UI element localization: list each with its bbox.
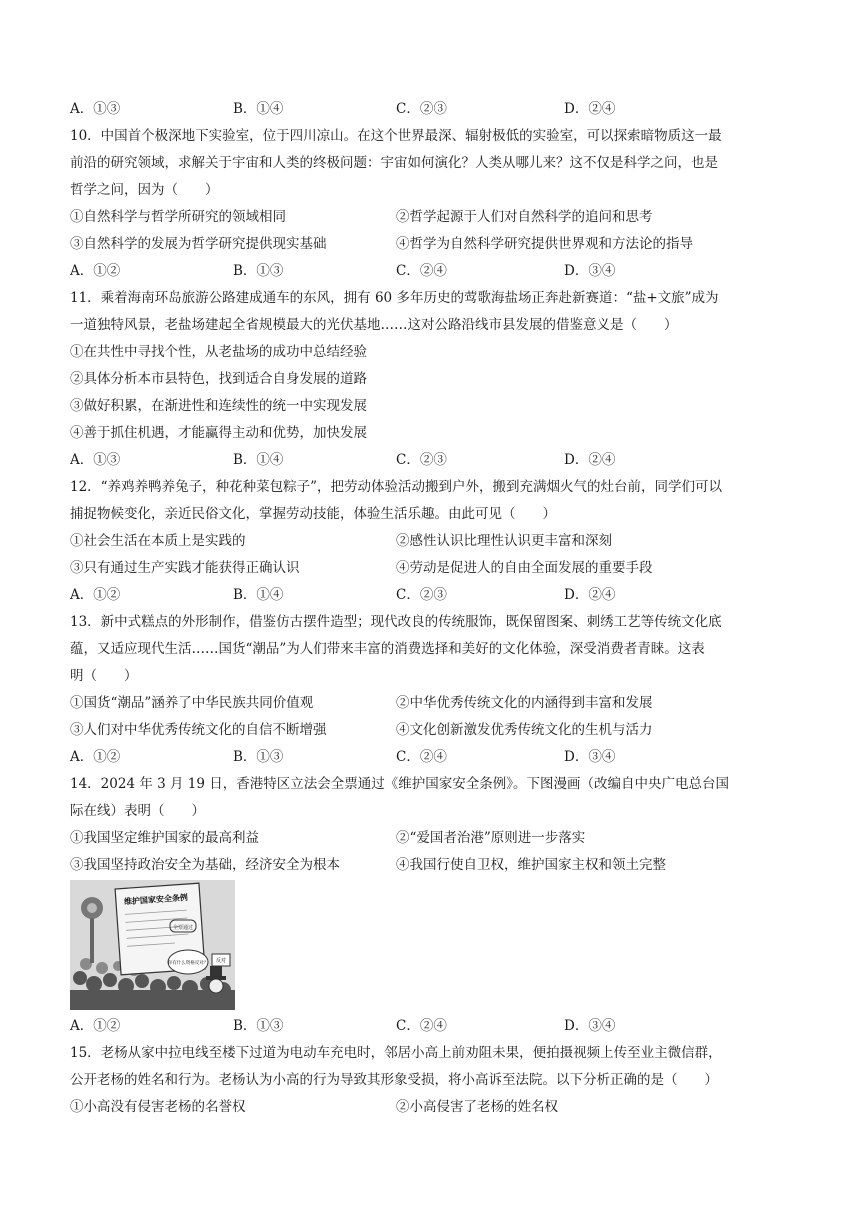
- option-c[interactable]: C．②③: [396, 452, 447, 468]
- option-b[interactable]: B．①③: [233, 263, 284, 279]
- q10-stem-line-3: 哲学之问，因为（ ）: [70, 182, 219, 198]
- option-b[interactable]: B．①④: [233, 587, 284, 603]
- option-d[interactable]: D．③④: [564, 263, 616, 279]
- q13-item-3: ③人们对中华优秀传统文化的自信不断增强: [70, 722, 327, 738]
- q14-item-1: ①我国坚定维护国家的最高利益: [70, 830, 259, 846]
- q12-item-2: ②感性认识比理性认识更丰富和深刻: [396, 533, 612, 549]
- q14-options: [70, 1016, 790, 1036]
- q12-item-3: ③只有通过生产实践才能获得正确认识: [70, 560, 300, 576]
- approval-stamp-text: 全票通过: [172, 925, 194, 931]
- option-c[interactable]: C．②④: [396, 263, 447, 279]
- option-a[interactable]: A．①③: [70, 452, 121, 468]
- q15-stem-line-1: 15．老杨从家中拉电线至楼下过道为电动车充电时，邻居小高上前劝阻未果，便拍摄视频上传至业主微信群，: [70, 1045, 722, 1061]
- option-b[interactable]: B．①④: [233, 452, 284, 468]
- q15-item-2: ②小高侵害了老杨的姓名权: [396, 1099, 558, 1115]
- q10-items-row-1: [70, 207, 790, 227]
- option-a[interactable]: A．①②: [70, 749, 121, 765]
- q11-item-3: ③做好积累，在渐进性和连续性的统一中实现发展: [70, 398, 367, 414]
- q12-item-4: ④劳动是促进人的自由全面发展的重要手段: [396, 560, 653, 576]
- q15-items-row-1: [70, 1097, 790, 1117]
- option-b[interactable]: B．①③: [233, 749, 284, 765]
- svg-text:你有什么资格反对？: 你有什么资格反对？: [167, 961, 209, 966]
- q11-item-1: ①在共性中寻找个性，从老盐场的成功中总结经验: [70, 344, 367, 360]
- q14-item-4: ④我国行使自卫权，维护国家主权和领土完整: [396, 857, 666, 873]
- q10-item-1: ①自然科学与哲学所研究的领域相同: [70, 209, 286, 225]
- q9-options: [70, 99, 790, 119]
- q10-item-3: ③自然科学的发展为哲学研究提供现实基础: [70, 236, 327, 252]
- q14-stem-line-1: 14．2024 年 3 月 19 日，香港特区立法会全票通过《维护国家安全条例》。下图漫画（改编自中央广电总台国: [70, 776, 730, 792]
- q11-stem-line-1: 11．乘着海南环岛旅游公路建成通车的东风，拥有 60 多年历史的莺歌海盐场正奔赴新赛道：“盐+文旅”成为: [70, 290, 719, 306]
- q14-cartoon-image: [70, 880, 235, 1010]
- q14-items-row-2: [70, 855, 790, 875]
- option-d[interactable]: D．③④: [564, 1018, 616, 1034]
- speech-bubble: [168, 950, 209, 974]
- q11-options: [70, 450, 790, 470]
- q10-options: [70, 261, 790, 281]
- q13-item-2: ②中华优秀传统文化的内涵得到丰富和发展: [396, 695, 653, 711]
- option-a[interactable]: A．①②: [70, 587, 121, 603]
- q13-stem-line-1: 13．新中式糕点的外形制作，借鉴仿古摆件造型；现代改良的传统服饰，既保留图案、刺绣工艺等传统文化底: [70, 614, 722, 630]
- q13-items-row-2: [70, 720, 790, 740]
- option-d[interactable]: D．②④: [564, 587, 616, 603]
- q12-stem-line-1: 12．“养鸡养鸭养兔子，种花种菜包粽子”，把劳动体验活动搬到户外，搬到充满烟火气的灶台前，同学们可以: [70, 479, 722, 495]
- document-title: 维护国家安全条例: [123, 891, 189, 907]
- option-c[interactable]: C．②③: [396, 587, 447, 603]
- q15-item-1: ①小高没有侵害老杨的名誉权: [70, 1099, 246, 1115]
- q13-stem-line-3: 明（ ）: [70, 668, 138, 684]
- q12-item-1: ①社会生活在本质上是实践的: [70, 533, 246, 549]
- option-a[interactable]: A．①②: [70, 1018, 121, 1034]
- option-d[interactable]: D．③④: [564, 749, 616, 765]
- q10-stem-line-2: 前沿的研究领域，求解关于宇宙和人类的终极问题：宇宙如何演化？人类从哪儿来？这不仅是科学之问，也是: [70, 155, 718, 171]
- q14-item-3: ③我国坚持政治安全为基础，经济安全为根本: [70, 857, 340, 873]
- q12-stem-line-2: 捕捉物候变化，亲近民俗文化，掌握劳动技能，体验生活乐趣。由此可见（ ）: [70, 506, 556, 522]
- q12-items-row-1: [70, 531, 790, 551]
- option-c[interactable]: C．②④: [396, 749, 447, 765]
- option-a[interactable]: A．①③: [70, 101, 121, 117]
- option-c[interactable]: C．②③: [396, 101, 447, 117]
- q13-options: [70, 747, 790, 767]
- q10-items-row-2: [70, 234, 790, 254]
- q13-item-4: ④文化创新激发优秀传统文化的生机与活力: [396, 722, 653, 738]
- q14-item-2: ②“爱国者治港”原则进一步落实: [396, 830, 586, 846]
- q14-stem-line-2: 际在线）表明（ ）: [70, 803, 205, 819]
- q13-stem-line-2: 蕴，又适应现代生活……国货“潮品”为人们带来丰富的消费选择和美好的文化体验，深受消费者青睐。这表: [70, 641, 705, 657]
- q11-item-4: ④善于抓住机遇，才能赢得主动和优势，加快发展: [70, 425, 367, 441]
- q12-items-row-2: [70, 558, 790, 578]
- q10-item-4: ④哲学为自然科学研究提供世界观和方法论的指导: [396, 236, 693, 252]
- svg-text:反对: 反对: [215, 958, 227, 964]
- q11-item-2: ②具体分析本市县特色，找到适合自身发展的道路: [70, 371, 367, 387]
- q14-items-row-1: [70, 828, 790, 848]
- q10-item-2: ②哲学起源于人们对自然科学的追问和思考: [396, 209, 653, 225]
- option-c[interactable]: C．②④: [396, 1018, 447, 1034]
- option-d[interactable]: D．②④: [564, 452, 616, 468]
- q12-options: [70, 585, 790, 605]
- q15-stem-line-2: 公开老杨的姓名和行为。老杨认为小高的行为导致其形象受损，将小高诉至法院。以下分析正确的是（ ）: [70, 1072, 718, 1088]
- option-b[interactable]: B．①④: [233, 101, 284, 117]
- q13-item-1: ①国货“潮品”涵养了中华民族共同价值观: [70, 695, 314, 711]
- option-d[interactable]: D．②④: [564, 101, 616, 117]
- option-b[interactable]: B．①③: [233, 1018, 284, 1034]
- q11-stem-line-2: 一道独特风景，老盐场建起全省规模最大的光伏基地……这对公路沿线市县发展的借鉴意义是（ ）: [70, 317, 678, 333]
- q13-items-row-1: [70, 693, 790, 713]
- option-a[interactable]: A．①②: [70, 263, 121, 279]
- q10-stem-line-1: 10．中国首个极深地下实验室，位于四川凉山。在这个世界最深、辐射极低的实验室，可以探索暗物质这一最: [70, 128, 722, 144]
